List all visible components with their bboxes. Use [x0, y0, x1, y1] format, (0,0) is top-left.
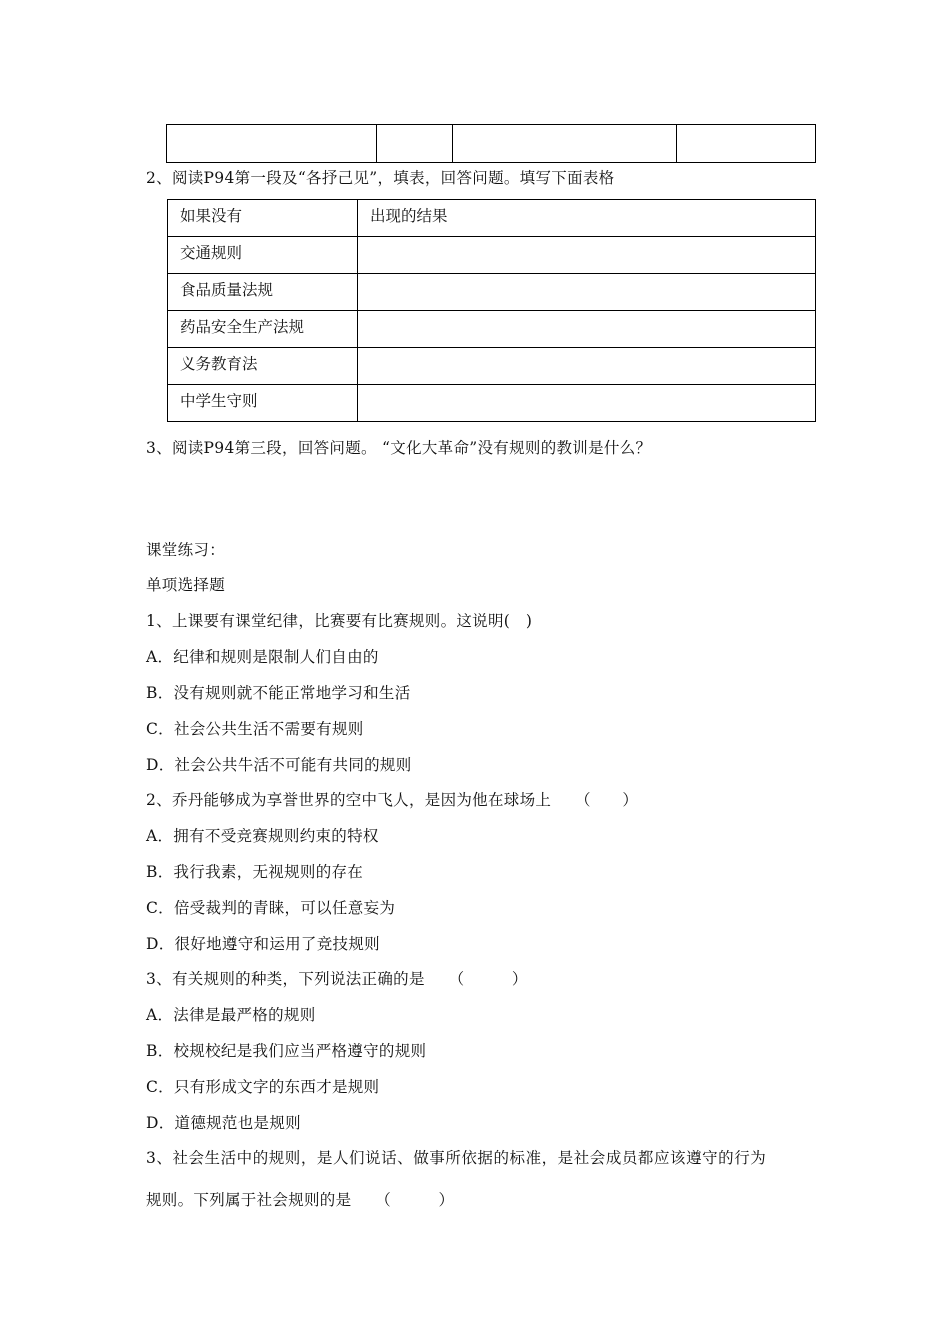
table-row — [168, 311, 816, 348]
question-stem-continued: 规则。下列属于社会规则的是 （ ） — [146, 1191, 455, 1209]
answer-cell[interactable] — [358, 348, 816, 385]
table-cell[interactable] — [377, 125, 453, 163]
answer-cell[interactable] — [358, 385, 816, 422]
option-b[interactable]: B．没有规则就不能正常地学习和生活 — [146, 684, 411, 702]
table-row — [168, 274, 816, 311]
row-label: 义务教育法 — [168, 348, 358, 385]
table-row — [168, 348, 816, 385]
question-stem: 3、有关规则的种类，下列说法正确的是 （ ） — [146, 970, 528, 988]
option-c[interactable]: C．社会公共生活不需要有规则 — [146, 720, 364, 738]
q2-intro: 2、阅读P94第一段及“各抒己见”，填表，回答问题。填写下面表格 — [146, 169, 615, 187]
option-a[interactable]: A．法律是最严格的规则 — [146, 1006, 316, 1024]
table-header-row — [168, 200, 816, 237]
row-label: 中学生守则 — [168, 385, 358, 422]
table-row — [167, 125, 816, 163]
option-a[interactable]: A．拥有不受竞赛规则约束的特权 — [146, 827, 379, 845]
table-cell[interactable] — [676, 125, 815, 163]
header-if-none: 如果没有 — [168, 200, 358, 237]
row-label: 食品质量法规 — [168, 274, 358, 311]
table-cell[interactable] — [167, 125, 377, 163]
table-cell[interactable] — [452, 125, 676, 163]
option-b[interactable]: B．我行我素，无视规则的存在 — [146, 863, 364, 881]
question-stem: 1、上课要有课堂纪律，比赛要有比赛规则。这说明( ) — [146, 612, 533, 630]
fill-table — [167, 199, 816, 422]
table-row — [168, 237, 816, 274]
option-d[interactable]: D．社会公共牛活不可能有共同的规则 — [146, 756, 412, 774]
row-label: 药品安全生产法规 — [168, 311, 358, 348]
question-stem: 2、乔丹能够成为享誉世界的空中飞人，是因为他在球场上 （ ） — [146, 791, 639, 809]
top-table-partial — [166, 124, 816, 163]
table-row — [168, 385, 816, 422]
option-a[interactable]: A．纪律和规则是限制人们自由的 — [146, 648, 379, 666]
option-c[interactable]: C．只有形成文字的东西才是规则 — [146, 1078, 380, 1096]
option-b[interactable]: B．校规校纪是我们应当严格遵守的规则 — [146, 1042, 427, 1060]
row-label: 交通规则 — [168, 237, 358, 274]
answer-cell[interactable] — [358, 237, 816, 274]
section-heading: 单项选择题 — [146, 576, 226, 594]
practice-heading: 课堂练习： — [146, 541, 226, 559]
answer-cell[interactable] — [358, 274, 816, 311]
option-d[interactable]: D．道德规范也是规则 — [146, 1114, 301, 1132]
option-c[interactable]: C．倍受裁判的青睐，可以任意妄为 — [146, 899, 396, 917]
q3-intro: 3、阅读P94第三段，回答问题。 “文化大革命”没有规则的教训是什么？ — [146, 439, 652, 457]
header-result: 出现的结果 — [358, 200, 816, 237]
answer-cell[interactable] — [358, 311, 816, 348]
question-stem: 3、社会生活中的规则，是人们说话、做事所依据的标准，是社会成员都应该遵守的行为 — [146, 1149, 767, 1167]
option-d[interactable]: D．很好地遵守和运用了竞技规则 — [146, 935, 380, 953]
